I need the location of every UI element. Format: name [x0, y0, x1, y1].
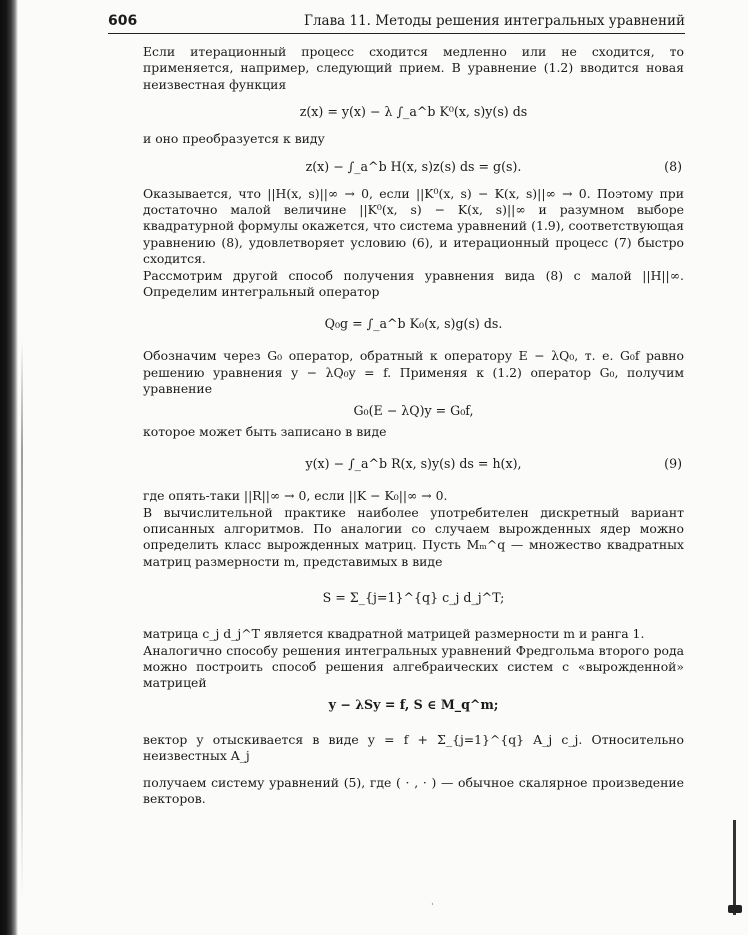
paragraph: вектор y отыскивается в виде y = f + Σ_{j=1}^{q} A_j c_j. Относительно неизвестных A_j	[143, 731, 684, 764]
paragraph: где опять-таки ||R||∞ → 0, если ||K − K₀||∞ → 0.	[143, 488, 448, 504]
page-body	[143, 44, 684, 807]
equation-9	[143, 440, 684, 488]
paragraph: Обозначим через G₀ оператор, обратный к оператору E − λQ₀, т. е. G₀f равно решению уравнения y − λQ₀y = f. Применяя к (1.2) оператор G₀, получим уравнение	[143, 348, 684, 397]
equation-text: z(x) − ∫_a^b H(x, s)z(s) ds = g(s).	[305, 158, 522, 174]
scan-edge-shadow	[21, 340, 23, 900]
paragraph: В вычислительной практике наиболее употребителен дискретный вариант описанных алгоритмов. По аналогии со случаем вырожденных ядер можно определить класс вырожденных матриц. Пусть Mₘ^q — множество квадратных матриц размерности m, представимых в виде	[143, 504, 684, 569]
paragraph: которое может быть записано в виде	[143, 423, 387, 439]
page-number: 606	[108, 13, 138, 29]
equation-text: z(x) = y(x) − λ ∫_a^b K⁰(x, s)y(s) ds	[299, 104, 528, 120]
equation-text: y(x) − ∫_a^b R(x, s)y(s) ds = h(x),	[305, 456, 522, 472]
equation-text: y − λSy = f, S ∈ M_q^m;	[328, 696, 499, 712]
equation-text: G₀(E − λQ)y = G₀f,	[353, 402, 474, 418]
paragraph: Оказывается, что ||H(x, s)||∞ → 0, если ||K⁰(x, s) − K(x, s)||∞ → 0. Поэтому при достаточно малой величине ||K⁰(x, s) − K(x, s)||∞ и разумном выборе квадратурной формулы окажется, что система уравнений (1.9), соответствующая уравнению (8), удовлетворяет условию (6), и итерационный процесс (7) быстро сходится.	[143, 185, 684, 267]
scan-artifact-right-foot	[728, 905, 742, 913]
paragraph: и оно преобразуется к виду	[143, 131, 325, 147]
equation-number: (8)	[664, 158, 682, 174]
equation-text: S = Σ_{j=1}^{q} c_j d_j^T;	[322, 590, 505, 606]
paragraph: матрица c_j d_j^T является квадратной матрицей размерности m и ранга 1.	[143, 626, 645, 642]
paragraph: Рассмотрим другой способ получения уравнения вида (8) с малой ||H||∞. Определим интегральный оператор	[143, 267, 684, 300]
equation	[143, 300, 684, 348]
equation	[143, 93, 684, 131]
paragraph: Если итерационный процесс сходится медленно или не сходится, то применяется, например, следующий прием. В уравнение (1.2) вводится новая неизвестная функция	[143, 44, 684, 92]
header-rule	[108, 33, 685, 34]
running-header	[108, 11, 685, 33]
equation	[143, 692, 684, 718]
book-binding-shadow	[0, 0, 18, 935]
equation-8	[143, 148, 684, 186]
equation-text: Q₀g = ∫_a^b K₀(x, s)g(s) ds.	[324, 316, 503, 332]
paragraph: Аналогично способу решения интегральных уравнений Фредгольма второго рода можно построить способ решения алгебраических систем с «вырожденной» матрицей	[143, 642, 684, 691]
paragraph: получаем систему уравнений (5), где ( · , · ) — обычное скалярное произведение векторов.	[143, 774, 684, 806]
equation	[143, 570, 684, 626]
scan-speck: ˈ	[431, 903, 434, 913]
equation	[143, 398, 684, 424]
scan-artifact-right	[733, 820, 736, 915]
chapter-title: Глава 11. Методы решения интегральных уравнений	[304, 13, 685, 29]
equation-number: (9)	[664, 456, 682, 472]
